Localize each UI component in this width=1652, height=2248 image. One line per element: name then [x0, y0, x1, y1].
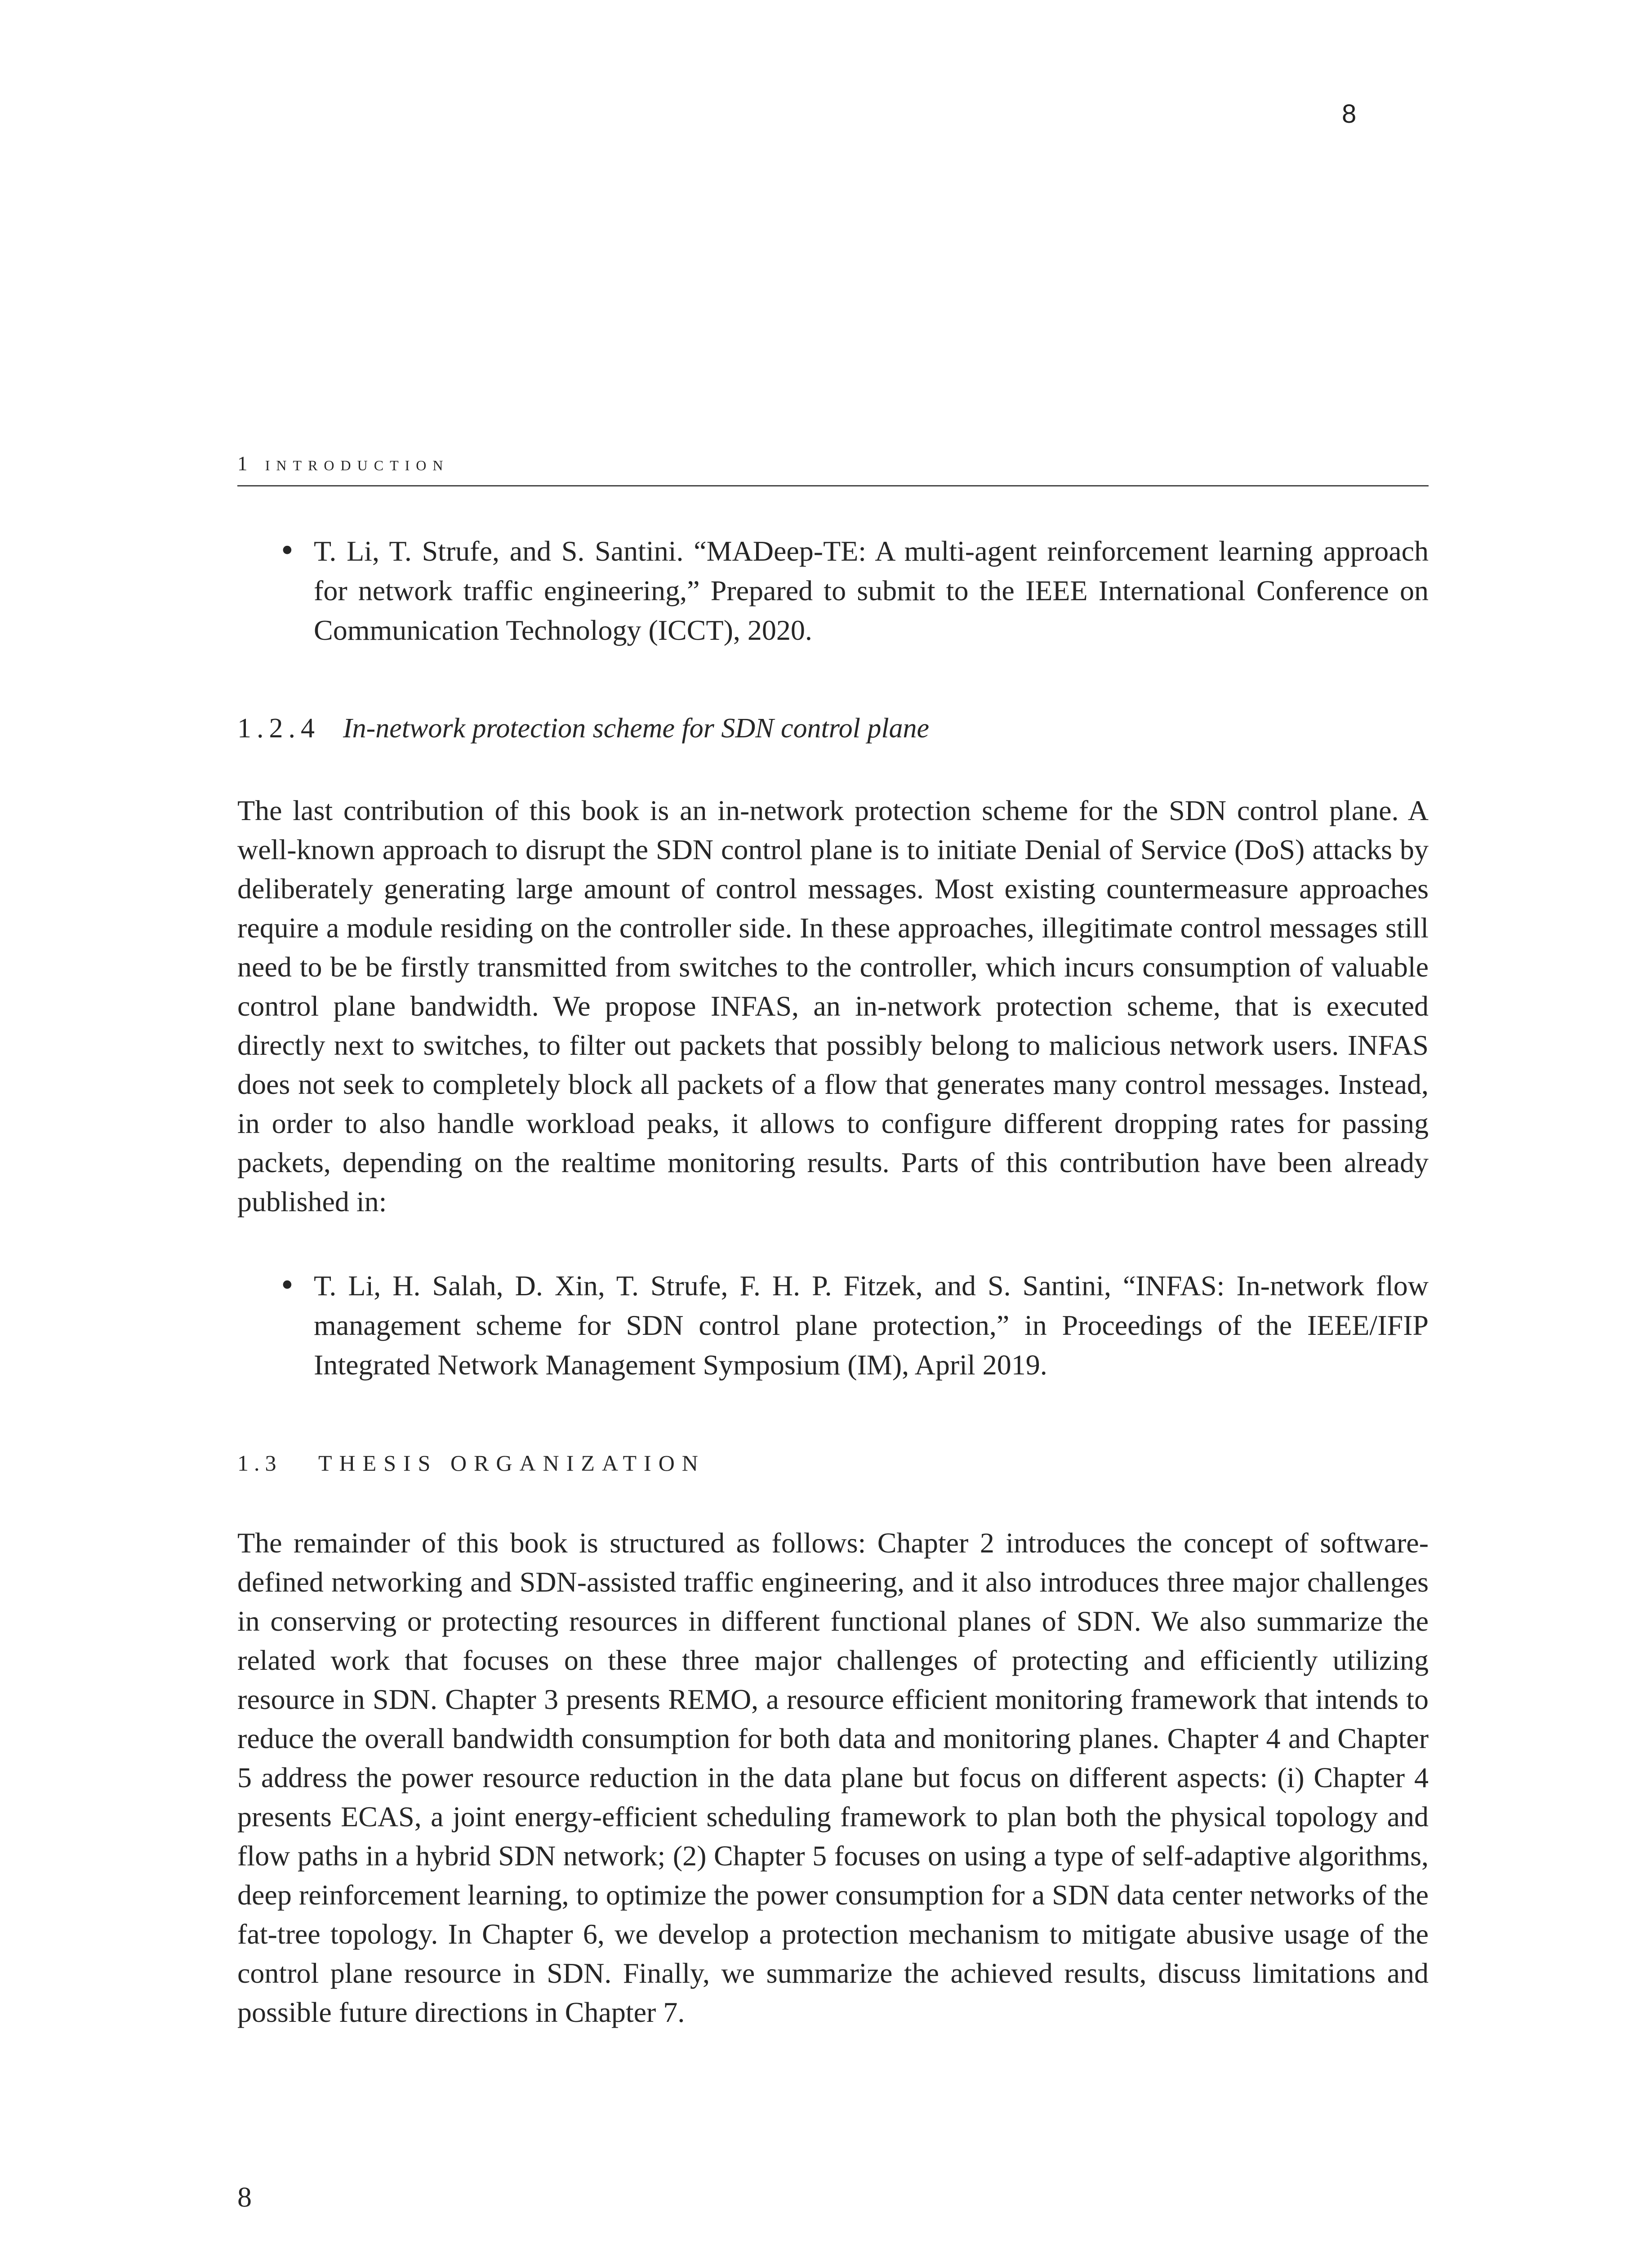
paragraph: The last contribution of this book is an in-network protection scheme for the SDN control plane. A well-known approach to disrupt the SDN control plane is to initiate Denial of Service (DoS) attacks by deliberately generating large amount of control messages. Most existing countermeasure approaches require a module residing on the controller side. In these approaches, illegitimate control messages still need to be be firstly transmitted from switches to the controller, which incurs consumption of valuable control plane bandwidth. We propose INFAS, an in-network protection scheme, that is executed directly next to switches, to filter out packets that possibly belong to malicious network users. INFAS does not seek to completely block all packets of a flow that generates many control messages. Instead, in order to also handle workload peaks, it allows to configure different dropping rates for passing packets, depending on the realtime monitoring results. Parts of this contribution have been already published in: — [237, 794, 1429, 1218]
section-heading — [237, 1443, 1429, 1483]
page-content — [237, 452, 1429, 2032]
bullet-icon: • — [279, 1269, 296, 1302]
publication-list-2 — [237, 1266, 1429, 1385]
subsection-heading — [237, 709, 1429, 748]
section-title: THESIS ORGANIZATION — [318, 1450, 705, 1476]
top-page-number: 8 — [1342, 99, 1357, 129]
section-number: 1.3 — [237, 1450, 282, 1476]
bottom-page-number: 8 — [237, 2181, 252, 2213]
publication-list-1 — [237, 531, 1429, 650]
list-item — [237, 531, 1429, 650]
list-item-text: T. Li, H. Salah, D. Xin, T. Strufe, F. H. P. Fitzek, and S. Santini, “INFAS: In-network flow management scheme for SDN control plane protection,” in Proceedings of the IEEE/IFIP Integrated Network Management Symposium (IM), April 2019. — [314, 1270, 1429, 1381]
subsection-title: In-network protection scheme for SDN control plane — [343, 713, 930, 744]
list-item — [237, 1266, 1429, 1385]
paragraph: The remainder of this book is structured as follows: Chapter 2 introduces the concept of software-defined networking and SDN-assisted traffic engineering, and it also introduces three major challenges in conserving or protecting resources in different functional planes of SDN. We also summarize the related work that focuses on these three major challenges of protecting and efficiently utilizing resource in SDN. Chapter 3 presents REMO, a resource efficient monitoring framework that intends to reduce the overall bandwidth consumption for both data and monitoring planes. Chapter 4 and Chapter 5 address the power resource reduction in the data plane but focus on different aspects: (i) Chapter 4 presents ECAS, a joint energy-efficient scheduling framework to plan both the physical topology and flow paths in a hybrid SDN network; (2) Chapter 5 focuses on using a type of self-adaptive algorithms, deep reinforcement learning, to optimize the power consumption for a SDN data center networks of the fat-tree topology. In Chapter 6, we develop a protection mechanism to mitigate abusive usage of the control plane resource in SDN. Finally, we summarize the achieved results, discuss limitations and possible future directions in Chapter 7. — [237, 1527, 1429, 2028]
running-header: 1 introduction — [237, 452, 1429, 486]
bullet-icon: • — [279, 535, 296, 568]
subsection-number: 1.2.4 — [237, 713, 320, 744]
list-item-text: T. Li, T. Strufe, and S. Santini. “MADeep-TE: A multi-agent reinforcement learning approach for network traffic engineering,” Prepared to submit to the IEEE International Conference on Communication Technology (ICCT), 2020. — [314, 535, 1429, 646]
